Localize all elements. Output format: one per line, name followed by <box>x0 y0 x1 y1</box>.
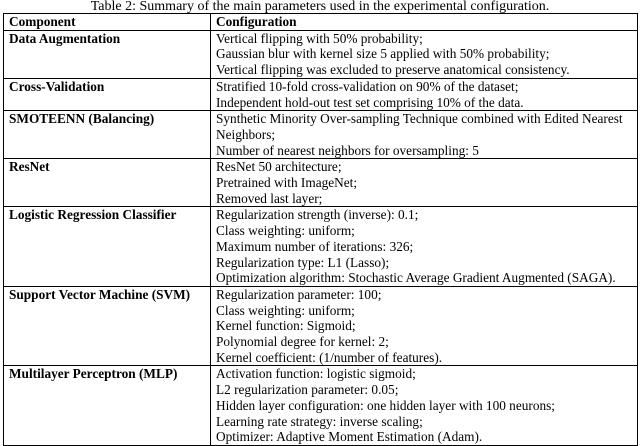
config-line: L2 regularization parameter: 0.05; <box>216 382 399 398</box>
header-row <box>4 14 638 31</box>
config-line: ResNet 50 architecture; <box>216 159 342 175</box>
configuration-cell <box>211 366 638 446</box>
config-line: Kernel coefficient: (1/number of features). <box>216 349 443 365</box>
table-row <box>4 159 638 207</box>
table-row <box>4 30 638 78</box>
component-cell: Cross-Validation <box>4 78 211 110</box>
table-row <box>4 286 638 366</box>
configuration-cell <box>211 286 638 366</box>
configuration-cell <box>211 30 638 78</box>
config-line: Polynomial degree for kernel: 2; <box>216 334 389 350</box>
config-line: Maximum number of iterations: 326; <box>216 238 414 254</box>
table-caption: Table 2: Summary of the main parameters used in the experimental configuration. <box>90 0 550 14</box>
component-cell: Logistic Regression Classifier <box>4 207 211 287</box>
config-line: Vertical flipping was excluded to preserve anatomical consistency. <box>216 62 570 78</box>
config-line: Regularization strength (inverse): 0.1; <box>216 207 419 223</box>
header-configuration: Configuration <box>211 14 638 31</box>
config-line: Class weighting: uniform; <box>216 302 355 318</box>
configuration-cell <box>211 159 638 207</box>
table-row <box>4 78 638 110</box>
config-line: Independent hold-out test set comprising 10% of the data. <box>216 94 524 110</box>
config-line: Kernel function: Sigmoid; <box>216 318 356 334</box>
config-line: Vertical flipping with 50% probability; <box>216 30 423 46</box>
config-line: Removed last layer; <box>216 190 323 206</box>
header-component: Component <box>4 14 211 31</box>
config-line: Optimization algorithm: Stochastic Average Gradient Augmented (SAGA). <box>216 270 616 286</box>
config-line: Activation function: logistic sigmoid; <box>216 366 416 382</box>
table-row <box>4 207 638 287</box>
table-row <box>4 366 638 446</box>
config-line: Learning rate strategy: inverse scaling; <box>216 413 423 429</box>
component-cell: Multilayer Perceptron (MLP) <box>4 366 211 446</box>
config-line: Stratified 10-fold cross-validation on 90% of the dataset; <box>216 78 519 94</box>
parameters-table <box>3 13 638 446</box>
config-line: Synthetic Minority Over-sampling Technique combined with Edited Nearest Neighbors; <box>216 111 623 142</box>
config-line: Regularization parameter: 100; <box>216 286 382 302</box>
configuration-cell <box>211 78 638 110</box>
component-cell: Data Augmentation <box>4 30 211 78</box>
config-line: Pretrained with ImageNet; <box>216 175 358 191</box>
component-cell: ResNet <box>4 159 211 207</box>
config-line: Regularization type: L1 (Lasso); <box>216 254 390 270</box>
config-line: Optimizer: Adaptive Moment Estimation (Adam). <box>216 429 483 445</box>
config-line: Hidden layer configuration: one hidden layer with 100 neurons; <box>216 397 555 413</box>
configuration-cell <box>211 111 638 159</box>
component-cell: Support Vector Machine (SVM) <box>4 286 211 366</box>
table-row <box>4 111 638 159</box>
config-line: Class weighting: uniform; <box>216 223 355 239</box>
configuration-cell <box>211 207 638 287</box>
component-cell: SMOTEENN (Balancing) <box>4 111 211 159</box>
config-line: Gaussian blur with kernel size 5 applied with 50% probability; <box>216 46 550 62</box>
config-line: Number of nearest neighbors for oversampling: 5 <box>216 142 479 158</box>
